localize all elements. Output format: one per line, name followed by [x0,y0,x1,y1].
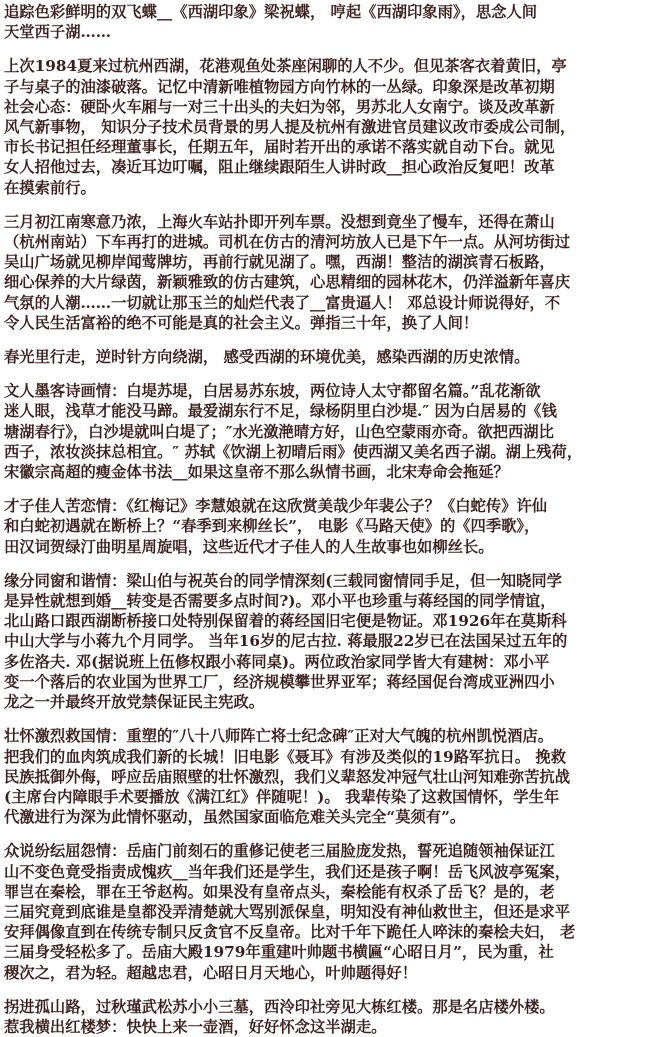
paragraph-lovers: 才子佳人苦恋情：《红梅记》李慧娘就在这欣赏美哉少年裴公子？《白蛇传》许仙 和白蛇初遇就在断桥上？“春季到来柳丝长”， 电影《马路天使》的《四季歌》， 田汉词贺绿汀曲明星周旋唱，这些近代才子佳人的人生故事也如柳丝长。 [4,497,548,556]
paragraph-march-arrival: 三月初江南寒意乃浓，上海火车站扑即开列车票。没想到竟坐了慢车，还得在萧山 （杭州南站）下车再打的进城。司机在仿古的清河坊放人已是下午一点。从河坊街过 吴山广场就见柳岸闻莺牌坊，再前行就见湖了。嘿，西湖！整洁的湖滨青石板路， 细心保养的大片绿茵，新颖雅致的仿古建筑，心思精细的园林花木，仍洋溢新年喜庆 气氛的人潮……一切就让那玉兰的灿烂代表了__富贵逼人！ 邓总设计师说得好，不 令人民生活富裕的绝不可能是真的社会主义。弹指三十年，换了人间！ [4,212,570,332]
paragraph-poets: 文人墨客诗画情：白堤苏堤，白居易苏东坡，两位诗人太守都留名篇。”乱花渐欲 迷人眼，浅草才能没马蹄。最爱湖东行不足，绿杨阴里白沙堤.″ 因为白居易的《钱 塘湖春行》，白沙堤就叫白堤了；″水光潋滟晴方好，山色空蒙雨亦奇。欲把西湖比 西子，浓妆淡抹总相宜。″ 苏轼《饮湖上初晴后雨》使西湖又美名西子湖。湖上残荷， 宋徽宗高超的瘦金体书法__如果这皇帝不那么纵情书画，北宋寿命会拖延？ [4,382,583,482]
paragraph-1984-visit: 上次1984夏来过杭州西湖，花港观鱼处茶座闲聊的人不少。但见茶客衣着黄旧，亭 子与桌子的油漆破落。记忆中清新唯植物园方向竹林的一丛绿。印象深是改革初期 社会心态：硬卧火车厢与一对三十出头的夫妇为邻，男苏北人女南宁。谈及改革新 风气新事物， 知识分子技术员背景的男人提及杭州有激进官员建议改市委成公司制， 市长书记担任经理董事长，任期五年，届时若开出的承诺不落实就自动下台。就见 女人招他过去，凑近耳边叮嘱，阻止继续跟陌生人讲时政__担心政治反复吧！改革 在摸索前行。 [4,57,576,197]
paragraph-patriotism: 壮怀激烈救国情：重塑的″八十八师阵亡将士纪念碑″正对大气魄的杭州凯悦酒店。 把我们的血肉筑成我们新的长城！旧电影《聂耳》有涉及类似的19路军抗日。 挽救 民族抵御外侮，呼应岳庙照壁的壮怀激烈，我们义辈怒发冲冠气壮山河知难弥苦抗战 (主席台内障眼手术要播放《满江红》伴随呢！)。 我辈传染了这救国情怀，学生年 代激进行为深为此情怀驱动，虽然国家面临危难关头完全“莫须有”。 [4,727,570,827]
paragraph-spring-walk: 春光里行走，逆时针方向绕湖， 感受西湖的环境优美，感染西湖的历史浓情。 [4,348,530,367]
paragraph-gushan-road: 拐进孤山路，过秋瑾武松苏小小三墓，西泠印社旁见大栋红楼。那是名店楼外楼。 惹我横出红楼梦：快快上来一壶酒，好好怀念这半湖走。 [4,997,555,1036]
paragraph-classmates: 缘分同窗和谐情：梁山伯与祝英台的同学情深刻(三载同窗情同手足，但一知晓同学 是异性就想到婚__转变是否需要多点时间?)。邓小平也珍重与蒋经国的同学情谊， 北山路口跟西湖断桥接口处特别保留着的蒋经国旧宅便是物证。邓1926年在莫斯科 中山大学与小蒋九个月同学。 当年16岁的尼古拉. 蒋最服22岁已在法国呆过五年的 多佐洛夫. 邓(据说班上伍修权跟小蒋同桌)。两位政治家同学皆大有建树：邓小平 变一个落后的农业国为世界工厂，经济规模攀世界亚军；蒋经国促台湾成亚洲四小 龙之一并最终开放党禁保证民主宪政。 [4,571,568,712]
paragraph-intro: 追踪色彩鲜明的双飞蝶__《西湖印象》梁祝蝶， 哼起《西湖印象雨》，思念人间 天堂西子湖…… [4,3,538,42]
paragraph-yue-fei: 众说纷纭屈怨情：岳庙门前刻石的重修记使老三届脸庞发热，誓死追随领袖保证江 山不变色竟受指责成愧疚__当年我们还是学生，我们还是孩子啊！岳飞风波亭冤案， 罪岂在秦桧，罪在王爷赵构。如果没有皇帝点头，秦桧能有权杀了岳飞？是的，老 三届究竟到底谁是皇都没弄清楚就大骂别派保皇，明知没有神仙救世主，但还是求平 安拜偶像直到在传统专制只反贪官不反皇帝。比对千年下跪任人啐沫的秦桧夫妇， 老 三届身受轻松多了。岳庙大殿1979年重建叶帅题书横匾“心昭日月”，民为重，社 稷次之，君为轻。超越忠君，心昭日月天地心，叶帅题得好！ [4,842,576,982]
